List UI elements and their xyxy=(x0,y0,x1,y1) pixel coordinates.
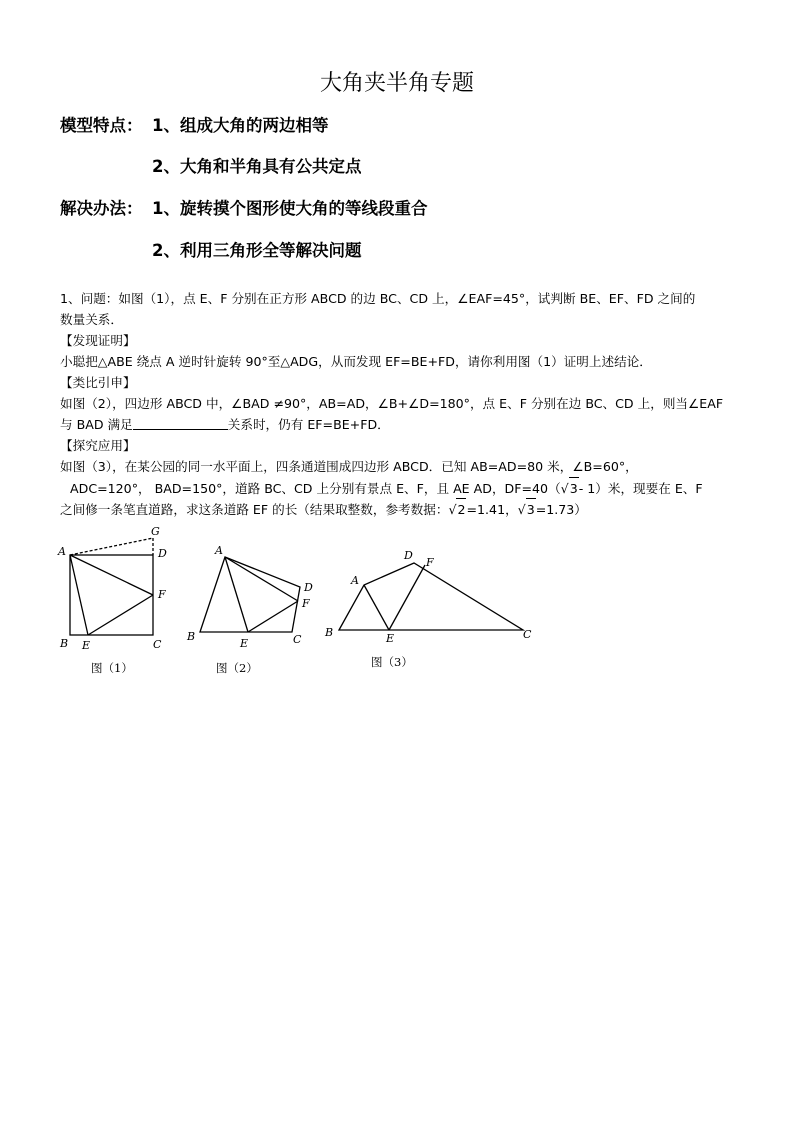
label-f: F xyxy=(158,588,166,601)
label-a: A xyxy=(351,574,359,587)
problem-line-6: 如图（3），在某公园的同一水平面上，四条通道围成四边形 ABCD．已知 AB=AD=80 米，∠B=60°， xyxy=(60,459,638,474)
label-a: A xyxy=(215,544,223,557)
label-e: E xyxy=(82,639,91,652)
segment-ef xyxy=(248,601,298,632)
segment-ae xyxy=(70,555,88,635)
segment-ag-dashed xyxy=(70,538,153,555)
method-item-1: 1、旋转摸个图形使大角的等线段重合 xyxy=(152,199,428,218)
label-b: B xyxy=(187,630,196,643)
segment-ae xyxy=(364,585,389,630)
label-c: C xyxy=(293,633,302,646)
quadrilateral-abcd xyxy=(200,557,300,632)
problem-line-2: 数量关系． xyxy=(60,312,123,327)
square-abcd xyxy=(70,555,153,635)
line8-radicand-1: 2 xyxy=(456,498,466,520)
section-discover-proof: 【发现证明】 xyxy=(60,333,136,348)
problem-line-4: 如图（2），四边形 ABCD 中，∠BAD ≠90°，AB=AD，∠B+∠D=180°，点 E、F 分别在边 BC、CD 上，则当∠EAF xyxy=(60,396,724,411)
line8-text-a: 之间修一条笔直道路，求这条道路 EF 的长（结果取整数，参考数据： xyxy=(60,502,449,517)
figure-2-caption: 图（2） xyxy=(216,661,258,675)
segment-ef xyxy=(389,565,425,630)
page-title: 大角夹半角专题 xyxy=(319,71,474,96)
model-item-2: 2、大角和半角具有公共定点 xyxy=(152,157,362,176)
label-e: E xyxy=(386,632,395,645)
line5-text-b: 关系时，仍有 EF=BE+FD． xyxy=(227,417,390,432)
line8-text-b: =1.73） xyxy=(535,502,587,517)
label-b: B xyxy=(325,626,334,639)
label-d: D xyxy=(404,549,413,562)
line8-text-m: =1.41， xyxy=(466,502,518,517)
figure-2-shapes xyxy=(200,557,300,632)
label-c: C xyxy=(523,628,532,641)
label-d: D xyxy=(304,581,313,594)
label-f: F xyxy=(426,556,434,569)
problem-line-1: 1、问题：如图（1），点 E、F 分别在正方形 ABCD 的边 BC、CD 上，∠EAF=45°，试判断 BE、EF、FD 之间的 xyxy=(60,291,696,306)
section-analogy: 【类比引申】 xyxy=(60,375,136,390)
line7-radicand: 3 xyxy=(569,477,579,499)
label-g: G xyxy=(151,525,160,538)
method-item-2: 2、利用三角形全等解决问题 xyxy=(152,241,362,260)
quadrilateral-abcd xyxy=(339,563,523,630)
model-label: 模型特点： xyxy=(60,116,143,135)
problem-line-3: 小聪把△ABE 绕点 A 逆时针旋转 90°至△ADG，从而发现 EF=BE+FD，请你利用图（1）证明上述结论． xyxy=(60,354,652,369)
line5-text-a: 与 BAD 满足 xyxy=(60,417,133,432)
label-e: E xyxy=(240,637,249,650)
section-application: 【探究应用】 xyxy=(60,438,136,453)
sqrt-icon: √ xyxy=(517,502,526,517)
method-label: 解决办法： xyxy=(60,199,143,218)
figure-3-shapes xyxy=(339,563,523,630)
label-a: A xyxy=(58,545,66,558)
label-d: D xyxy=(158,547,167,560)
model-item-1: 1、组成大角的两边相等 xyxy=(152,116,329,135)
label-b: B xyxy=(60,637,69,650)
segment-ef xyxy=(88,595,153,635)
line8-radicand-2: 3 xyxy=(526,498,536,520)
line7-text-b: - 1）米，现要在 E、F xyxy=(578,481,703,496)
sqrt-icon: √ xyxy=(560,481,569,496)
figure-1-shapes xyxy=(70,538,153,635)
sqrt-icon: √ xyxy=(448,502,457,517)
figure-1-caption: 图（1） xyxy=(91,661,133,675)
segment-af xyxy=(70,555,153,595)
line7-text-a: ADC=120°， BAD=150°，道路 BC、CD 上分别有景点 E、F，且 AE AD，DF=40（ xyxy=(70,481,561,496)
label-c: C xyxy=(153,638,162,651)
figure-3-caption: 图（3） xyxy=(371,655,413,669)
label-f: F xyxy=(302,597,310,610)
